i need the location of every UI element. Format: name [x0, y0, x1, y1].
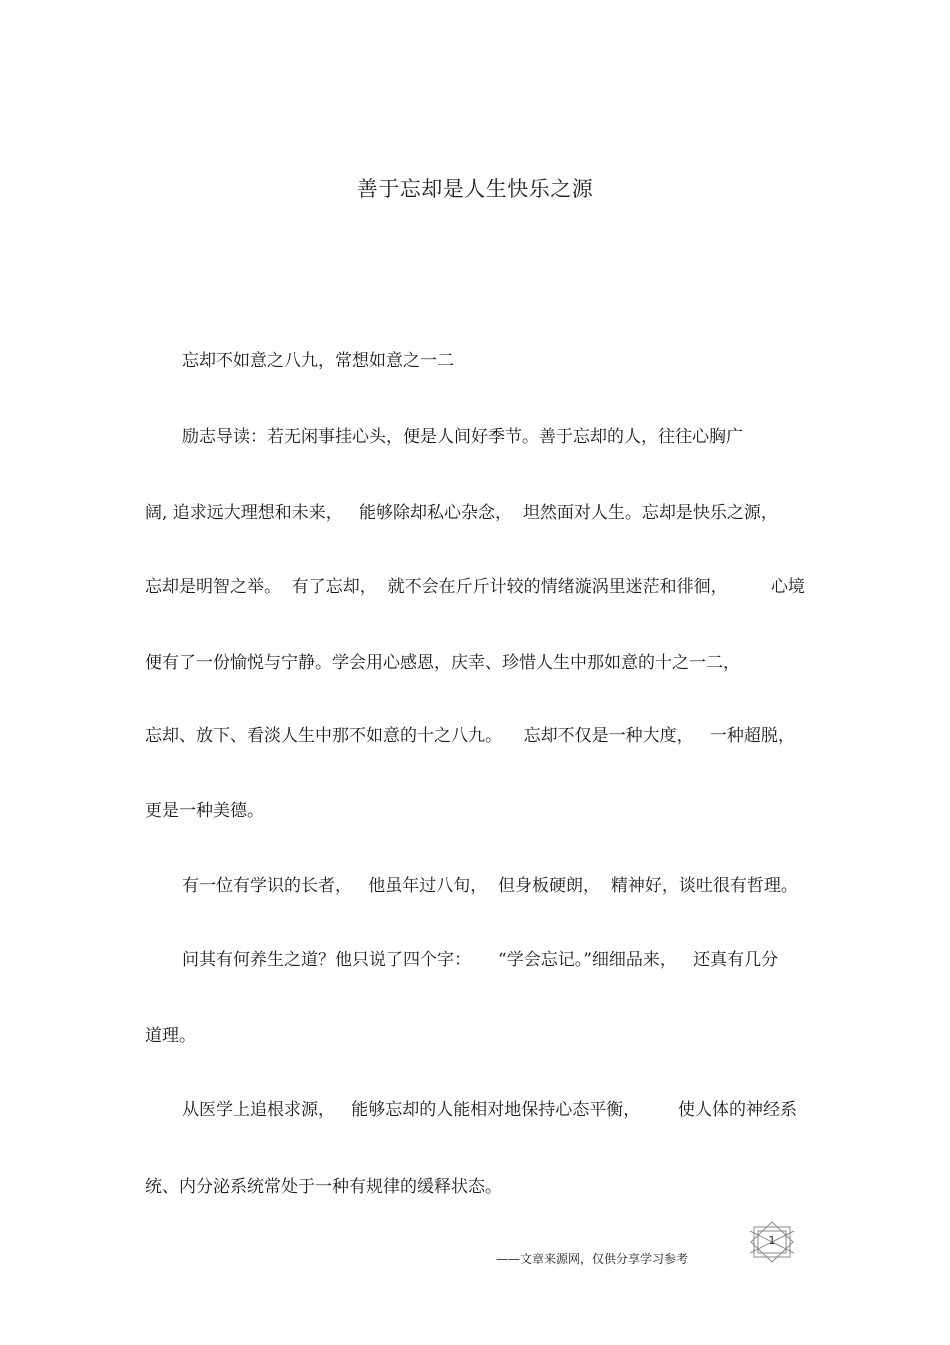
paragraph-line: 更是一种美德。 [145, 801, 264, 821]
paragraph-line: 有一位有学识的长者， 他虽年过八旬， 但身板硬朗， 精神好，谈吐很有哲理。 [182, 876, 798, 896]
paragraph-line: 励志导读：若无闲事挂心头，便是人间好季节。善于忘却的人，往往心胸广 [182, 427, 743, 447]
paragraph-line: 从医学上追根求源， 能够忘却的人能相对地保持心态平衡， 使人体的神经系 [182, 1100, 798, 1120]
paragraph-line: 便有了一份愉悦与宁静。学会用心感恩，庆幸、珍惜人生中那如意的十之一二， [145, 653, 740, 673]
paragraph-line: 统、内分泌系统常处于一种有规律的缓释状态。 [145, 1177, 502, 1197]
paragraph-line: 忘却、放下、看淡人生中那不如意的十之八九。 忘却不仅是一种大度， 一种超脱， [145, 726, 795, 746]
footer-source-text: ——文章来源网，仅供分享学习参考 [496, 1252, 689, 1266]
page-number: 1 [768, 1234, 776, 1247]
paragraph-line: 忘却不如意之八九，常想如意之一二 [182, 351, 454, 371]
paragraph-line: 忘却是明智之举。 有了忘却， 就不会在斤斤计较的情绪漩涡里迷茫和徘徊， 心境 [145, 577, 805, 597]
document-title: 善于忘却是人生快乐之源 [356, 177, 594, 201]
page-number-badge [748, 1221, 796, 1263]
paragraph-line: 问其有何养生之道？他只说了四个字： “学会忘记。”细细品来， 还真有几分 [182, 950, 779, 970]
paragraph-line: 道理。 [145, 1026, 196, 1046]
paragraph-line: 阔, 追求远大理想和未来， 能够除却私心杂念， 坦然面对人生。忘却是快乐之源， [145, 503, 778, 523]
